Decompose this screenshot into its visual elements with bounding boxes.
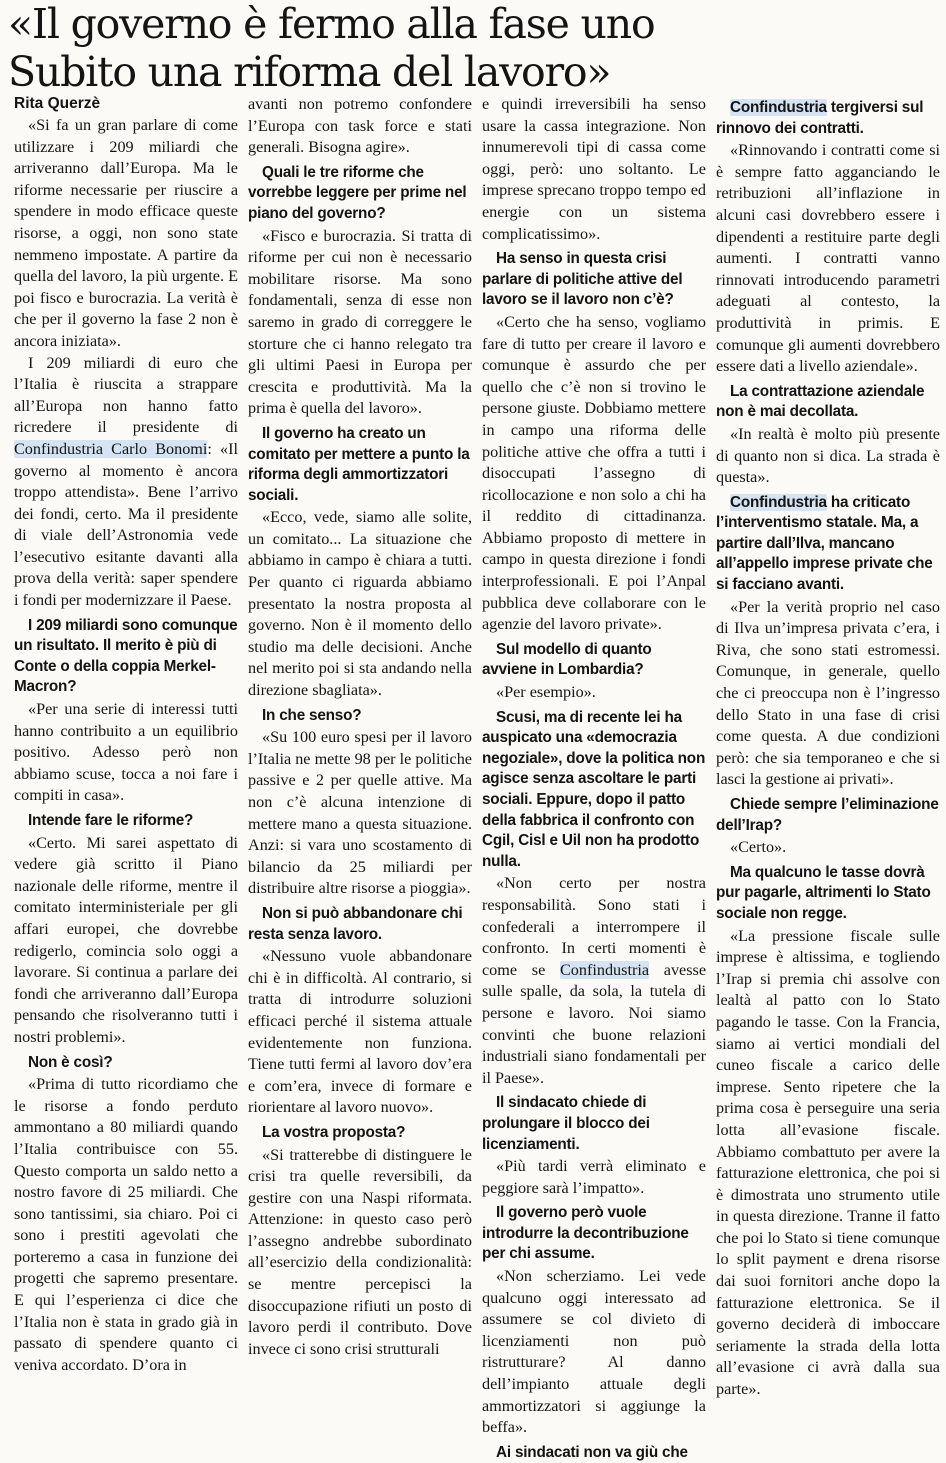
column-1 [14, 94, 239, 1374]
interview-question: Scusi, ma di recente lei ha auspicato una «democrazia negoziale», dove la politica non agisce senza ascoltare le parti sociali. Eppure, dopo il patto della fabbrica il confronto con Cgil, Cisl e Uil non ha prodotto nulla. [482, 708, 706, 870]
interview-question: Il sindacato chiede di prolungare il blocco dei licenziamenti. [482, 1094, 650, 1153]
body-paragraph: «Nessuno vuole abbandonare chi è in difficoltà. Al contrario, si tratta di introdurre soluzioni efficaci perché il sistema attuale evidentemente non funziona. Tiene tutti fermi al lavoro dov’era e com’era, invece di formare e riorientare al lavoro nuovo». [248, 947, 472, 1117]
body-paragraph: «Certo». [730, 838, 787, 857]
body-paragraph: «Per esempio». [496, 683, 596, 702]
interview-question [716, 98, 940, 139]
interview-question: In che senso? [262, 706, 362, 724]
body-paragraph: «Certo. Mi sarei aspettato di vedere già scritto il Piano nazionale delle riforme, mentre il comitato interministeriale per gli affari europei, che dovrebbe redigerlo, comincia solo oggi a lavorare. Si continua a parlare dei fondi che arriveranno dall’Europa pensando che risolveranno tutti i nostri problemi». [14, 833, 238, 1046]
body-paragraph: «Fisco e burocrazia. Si tratta di riforme per cui non è necessario mobilitare risorse. Ma sono fondamentali, senza di esse non saremo in grado di correggere le storture che ci hanno relegato tra gli ultimi Paesi in Europa per crescita e produttività. Ma la prima è quella del lavoro». [248, 226, 472, 418]
body-paragraph: «Per una serie di interessi tutti hanno contribuito a un equilibrio positivo. Adesso però non abbiamo scuse, tocca a noi fare i compiti in casa». [14, 700, 238, 805]
column-2 [248, 94, 472, 1358]
body-paragraph: «Rinnovando i contratti come si è sempre fatto agganciando le retribuzioni all’inflazione in alcuni casi dovrebbero essere i dipendenti a restituire parte degli aumenti. I contratti vanno rinnovati introducendo parametri adeguati al contesto, la produttività in primis. E comunque gli aumenti dovrebbero essere dati a livello aziendale». [716, 141, 940, 376]
body-paragraph: «La pressione fiscale sulle imprese è altissima, e togliendo l’Irap si premia chi assolve con lealtà al patto con lo Stato pagando le tasse. Con la Francia, siamo ai vertici mondiali del cuneo fiscale a carico delle imprese. Sento ripetere che la prima cosa è perseguire una seria lotta all’evasione fiscale. Abbiamo combattuto per avere la fatturazione elettronica, che poi si è dimostrata uno strumento utile in questa direzione. Tranne il fatto che poi lo Stato si tiene comunque lo split payment e drena risorse dai suoi fornitori anche dopo la fatturazione elettronica. Se il governo deciderà di imboccare seriamente la strada della lotta all’evasione ci avrà dalla sua parte». [716, 926, 940, 1399]
body-paragraph: «Ecco, vede, siamo alle solite, un comitato... La situazione che abbiamo in campo è chiara a tutti. Per quanto ci riguarda abbiamo presentato la nostra proposta al governo. Non è il momento dello studio ma delle decisioni. Anche nel merito poi si sta andando nella direzione sbagliata». [248, 508, 472, 700]
interview-question: Non è così? [28, 1053, 113, 1071]
column-4 [716, 94, 940, 1399]
body-paragraph [14, 353, 238, 612]
headline-line-2: Subito una riforma del lavoro» [8, 48, 611, 96]
highlighted-term: Confindustria [560, 960, 650, 979]
body-paragraph: «Più tardi verrà eliminato e peggiore sarà l’impatto». [482, 1157, 706, 1197]
highlighted-term: Confindustria Carlo Bonomi [14, 439, 208, 458]
headline-line-1: «Il governo è fermo alla fase uno [8, 0, 655, 48]
body-paragraph: «Si fa un gran parlare di come utilizzare i 209 miliardi che arriveranno dall’Europa. Ma le riforme necessarie per riuscire a spendere in modo efficace queste risorse, a oggi, non sono state nemmeno impostate. A partire da quella del lavoro, la più urgente. E poi fisco e burocrazia. La verità è che per il governo la fase 2 non è ancora iniziata». [14, 116, 238, 350]
body-paragraph: «Non scherziamo. Lei vede qualcuno oggi interessato ad assumere se col divieto di licenziamenti non può ristrutturare? Al danno dell’impianto attuale degli ammortizzatori si aggiunge la beffa». [482, 1267, 706, 1437]
interview-question: Quali le tre riforme che vorrebbe leggere per prime nel piano del governo? [248, 163, 467, 222]
body-paragraph: e quindi irreversibili ha senso usare la cassa integrazione. Non innumerevoli tipi di cassa come oggi, però: uno soltanto. Le imprese sprecano troppo tempo ed energie con un sistema complicatissimo». [482, 95, 706, 243]
body-paragraph: avanti non potremo confondere l’Europa con task force e stati generali. Bisogna agire». [248, 95, 472, 157]
interview-question: Ai sindacati non va giù che [496, 1443, 688, 1461]
body-paragraph: «Certo che ha senso, vogliamo fare di tutto per creare il lavoro e comunque è assurdo che per quello che c’è non si trovino le persone giuste. Dobbiamo mettere in campo una riforma delle politiche attive che offra a tutti i disoccupati l’assegno di ricollocazione e non solo a chi ha il reddito di cittadinanza. Abbiamo proposto di mettere in campo in questa direzione i fondi interprofessionali. E poi l’Anpal pubblica deve collaborare con le agenzie del lavoro private». [482, 312, 706, 634]
interview-question: La contrattazione aziendale non è mai decollata. [716, 382, 925, 421]
byline: Rita Querzè [14, 95, 101, 112]
interview-question: La vostra proposta? [262, 1123, 406, 1141]
interview-question: Non si può abbandonare chi resta senza lavoro. [248, 904, 463, 943]
body-paragraph [482, 873, 706, 1089]
body-paragraph: «Si tratterebbe di distinguere le crisi tra quelle reversibili, da gestire con una Naspi riformata. Attenzione: in questo caso però l’assegno andrebbe subordinato all’esercizio della condizionalità: se mentre percepisci la disoccupazione rifiuti un posto di lavoro perdi il contributo. Dove invece ci sono crisi strutturali [248, 1145, 472, 1358]
interview-question: I 209 miliardi sono comunque un risultato. Il merito è più di Conte o della coppia Merkel-Macron? [14, 616, 238, 696]
interview-question: Ma qualcuno le tasse dovrà pur pagarle, altrimenti lo Stato sociale non regge. [716, 863, 931, 922]
text-run: «Non certo per nostra responsabilità. Sono stati i confederali a interrompere il confronto. In certi momenti è come se [482, 874, 706, 979]
text-run: ha criticato l’interventismo statale. Ma, a partire dall’Ilva, mancano all’appello imprese private che si facciano avanti. [716, 493, 933, 594]
interview-question: Chiede sempre l’eliminazione dell’Irap? [716, 796, 939, 834]
body-paragraph: «In realtà è molto più presente di quanto non si dica. La strada è questa». [716, 424, 940, 487]
text-run: I 209 miliardi di euro che l’Italia è riuscita a strappare all’Europa non hanno fatto ricredere il presidente di [14, 353, 238, 437]
interview-question: Sul modello di quanto avviene in Lombardia? [482, 640, 652, 679]
body-paragraph: «Su 100 euro spesi per il lavoro l’Italia ne mette 98 per le politiche passive e 2 per quelle attive. Ma non c’è alcuna intenzione di mettere mano a questa situazione. Anzi: si vara uno scostamento di bilancio da 25 miliardi per distribuire altre risorse a pioggia». [248, 728, 472, 898]
highlighted-term: Confindustria [730, 99, 827, 116]
interview-question: Intende fare le riforme? [28, 812, 194, 829]
interview-question: Ha senso in questa crisi parlare di politiche attive del lavoro se il lavoro non c’è? [482, 250, 683, 309]
article-body [14, 94, 944, 1461]
text-run: tergiversi sul rinnovo dei contratti. [716, 99, 924, 137]
interview-question: Il governo ha creato un comitato per mettere a punto la riforma degli ammortizzatori sociali. [248, 424, 470, 504]
highlighted-term: Confindustria [730, 493, 827, 511]
interview-question [716, 493, 940, 596]
body-paragraph: «Per la verità proprio nel caso di Ilva un’impresa privata c’era, i Riva, che sono stati estromessi. Comunque, in generale, quello che ci preoccupa non è l’ingresso dello Stato in una fase di crisi come questa. A due condizioni però: che sia temporaneo e che si lasci la gestione ai privati». [716, 597, 940, 789]
column-3 [482, 94, 707, 1461]
text-run: avesse sulle spalle, da sola, la tutela di persone e lavoro. Noi siamo convinti che buone relazioni industriali siano fondamentali per il Paese». [482, 960, 707, 1087]
body-paragraph: «Prima di tutto ricordiamo che le risorse a fondo perduto ammontano a 80 miliardi quando l’Italia contribuisce con 55. Questo comporta un saldo netto a nostro favore di 25 miliardi. Che sono tantissimi, sia chiaro. Poi ci sono i prestiti agevolati che porteremo a casa in funzione dei progetti che sapremo presentare. E qui l’esperienza ci dice che l’Italia non è stata in grado già in passato di spendere quanto ci veniva accordato. D’ora in [14, 1075, 238, 1374]
headline [8, 0, 938, 96]
text-run: : «Il governo al momento è ancora troppo attendista». Bene l’arrivo dei fondi, certo. Ma il presidente di viale dell’Astronomia vede l’esecutivo esitante davanti alla prova della verità: saper spendere i fondi per modernizzare il Paese. [14, 439, 239, 610]
interview-question: Il governo però vuole introdurre la decontribuzione per chi assume. [482, 1204, 689, 1263]
